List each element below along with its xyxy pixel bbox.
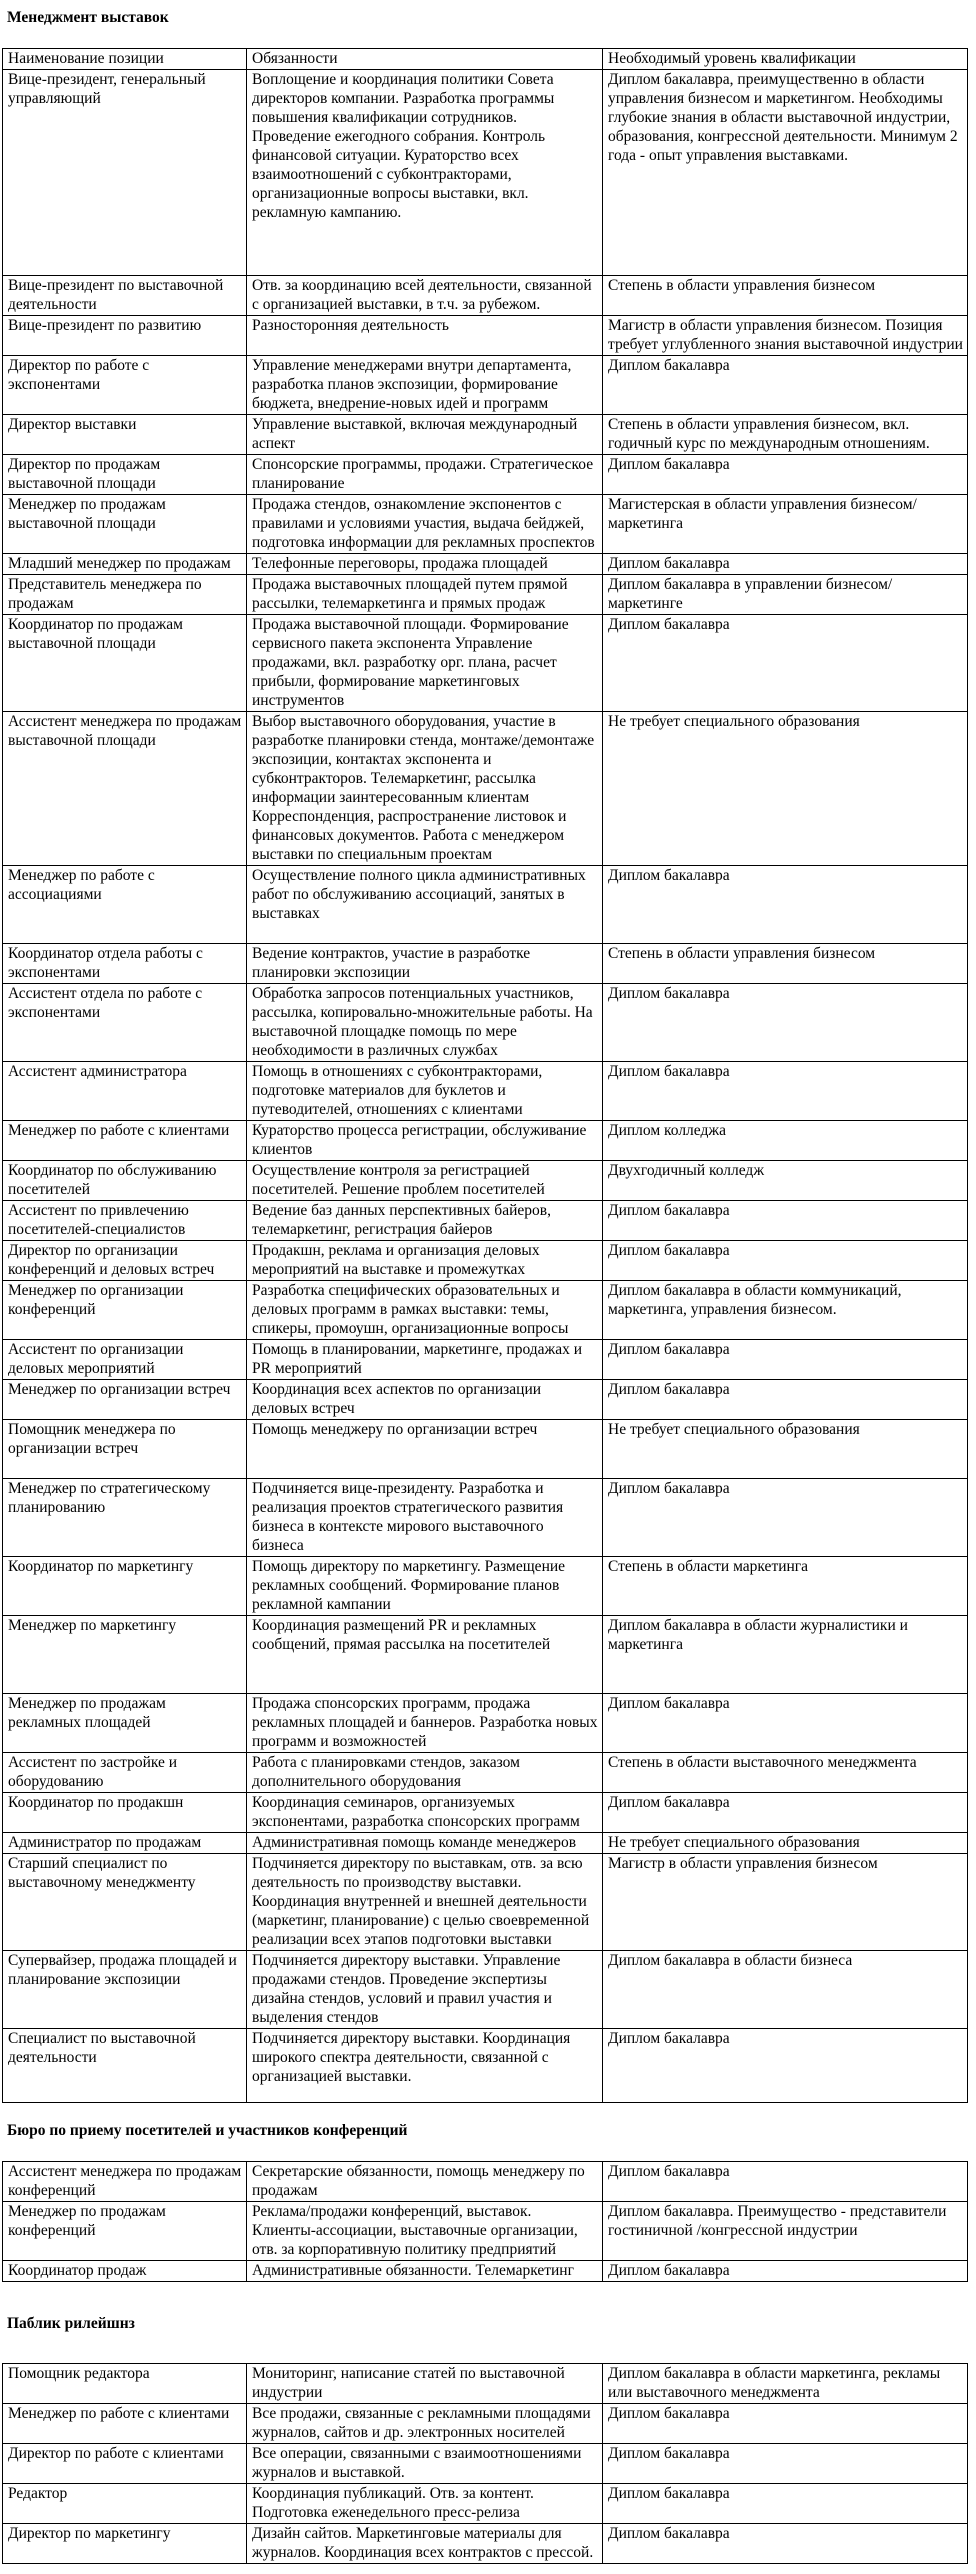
qualification-cell: Диплом бакалавра в управлении бизнесом/маркетинге — [603, 575, 968, 615]
positions-table-public-relations — [2, 2363, 968, 2564]
duties-cell: Все операции, связанными с взаимоотношениями журналов и выставкой. — [247, 2444, 603, 2484]
table-row — [3, 1951, 968, 2029]
qualification-cell: Диплом бакалавра — [603, 2404, 968, 2444]
duties-cell: Координация всех аспектов по организации деловых встреч — [247, 1380, 603, 1420]
position-cell: Старший специалист по выставочному менеджменту — [3, 1854, 247, 1951]
duties-cell: Координация публикаций. Отв. за контент. Подготовка еженедельного пресс-релиза — [247, 2484, 603, 2524]
section-title-exhibition-management: Менеджмент выставок — [7, 9, 169, 26]
table-row — [3, 2202, 968, 2261]
qualification-cell: Диплом бакалавра — [603, 2162, 968, 2202]
table-row — [3, 1281, 968, 1340]
duties-cell: Подчиняется директору по выставкам, отв. за всю деятельность по производству выставки. Координация внутренней и внешней деятельности (маркетинг, планирование) с целью своевременной реализации всех этапов подготовки выставки — [247, 1854, 603, 1951]
table-row — [3, 70, 968, 276]
qualification-cell: Степень в области управления бизнесом, вкл. годичный курс по международным отношениям. — [603, 415, 968, 455]
duties-cell: Осуществление полного цикла административных работ по обслуживанию ассоциаций, занятых в выставках — [247, 866, 603, 944]
table-row — [3, 1161, 968, 1201]
duties-cell: Подчиняется директору выставки. Управление продажами стендов. Проведение экспертизы дизайна стендов, условий и правил участия и выделения стендов — [247, 1951, 603, 2029]
duties-cell: Помощь в планировании, маркетинге, продажах и PR мероприятий — [247, 1340, 603, 1380]
table-row — [3, 712, 968, 866]
position-cell: Вице-президент по выставочной деятельности — [3, 276, 247, 316]
duties-cell: Продажа выставочной площади. Формирование сервисного пакета экспонента Управление продажами, вкл. разработку орг. плана, расчет прибыли, формирование маркетинговых инструментов — [247, 615, 603, 712]
position-cell: Директор выставки — [3, 415, 247, 455]
table-row — [3, 415, 968, 455]
section-visitor-bureau — [2, 2121, 976, 2282]
table-row — [3, 2364, 968, 2404]
qualification-cell: Диплом бакалавра — [603, 1340, 968, 1380]
duties-cell: Разносторонняя деятельность — [247, 316, 603, 356]
table-row — [3, 1753, 968, 1793]
table-row — [3, 276, 968, 316]
position-cell: Директор по работе с клиентами — [3, 2444, 247, 2484]
position-cell: Помощник редактора — [3, 2364, 247, 2404]
table-row — [3, 1062, 968, 1121]
qualification-cell: Диплом бакалавра. Преимущество - представители гостиничной /конгрессной индустрии — [603, 2202, 968, 2261]
position-cell: Ассистент администратора — [3, 1062, 247, 1121]
duties-cell: Мониторинг, написание статей по выставочной индустрии — [247, 2364, 603, 2404]
qualification-cell: Степень в области управления бизнесом — [603, 944, 968, 984]
table-row — [3, 1793, 968, 1833]
qualification-cell: Диплом бакалавра в области маркетинга, рекламы или выставочного менеджмента — [603, 2364, 968, 2404]
table-row — [3, 2404, 968, 2444]
position-cell: Администратор по продажам — [3, 1833, 247, 1854]
table-row — [3, 2484, 968, 2524]
qualification-cell: Не требует специального образования — [603, 1833, 968, 1854]
duties-cell: Продажа спонсорских программ, продажа рекламных площадей и баннеров. Разработка новых программ и возможностей — [247, 1694, 603, 1753]
duties-cell: Обработка запросов потенциальных участников, рассылка, копировально-множительные работы. На выставочной площадке помощь по мере необходимости в различных службах — [247, 984, 603, 1062]
duties-cell: Разработка специфических образовательных и деловых программ в рамках выставки: темы, спикеры, промоушн, организационные вопросы — [247, 1281, 603, 1340]
duties-cell: Дизайн сайтов. Маркетинговые материалы для журналов. Координация всех контрактов с прессой. — [247, 2524, 603, 2564]
duties-cell: Помощь менеджеру по организации встреч — [247, 1420, 603, 1479]
position-cell: Директор по работе с экспонентами — [3, 356, 247, 415]
position-cell: Младший менеджер по продажам — [3, 554, 247, 575]
section-exhibition-management — [2, 8, 976, 2103]
table-row — [3, 1616, 968, 1694]
position-cell: Менеджер по маркетингу — [3, 1616, 247, 1694]
qualification-cell: Диплом бакалавра — [603, 1062, 968, 1121]
duties-cell: Все продажи, связанные с рекламными площадями журналов, сайтов и др. электронных носителей — [247, 2404, 603, 2444]
table-row — [3, 316, 968, 356]
position-cell: Ассистент отдела по работе с экспонентами — [3, 984, 247, 1062]
position-cell: Менеджер по продажам рекламных площадей — [3, 1694, 247, 1753]
duties-cell: Управление выставкой, включая международный аспект — [247, 415, 603, 455]
table-row — [3, 1201, 968, 1241]
qualification-cell: Диплом бакалавра — [603, 2524, 968, 2564]
duties-cell: Воплощение и координация политики Совета директоров компании. Разработка программы повышения квалификации сотрудников. Проведение ежегодного собрания. Контроль финансовой ситуации. Кураторство всех взаимоотношений с субконтракторами, организационные вопросы выставки, вкл. рекламную кампанию. — [247, 70, 603, 276]
qualification-cell: Не требует специального образования — [603, 1420, 968, 1479]
qualification-cell: Диплом бакалавра в области коммуникаций, маркетинга, управления бизнесом. — [603, 1281, 968, 1340]
position-cell: Супервайзер, продажа площадей и планирование экспозиции — [3, 1951, 247, 2029]
position-cell: Ассистент менеджера по продажам конференций — [3, 2162, 247, 2202]
position-cell: Помощник менеджера по организации встреч — [3, 1420, 247, 1479]
position-cell: Представитель менеджера по продажам — [3, 575, 247, 615]
duties-cell: Координация семинаров, организуемых экспонентами, разработка спонсорских программ — [247, 1793, 603, 1833]
qualification-cell: Диплом бакалавра — [603, 2444, 968, 2484]
duties-cell: Координация размещений PR и рекламных сообщений, прямая рассылка на посетителей — [247, 1616, 603, 1694]
table-row — [3, 1380, 968, 1420]
qualification-cell: Диплом бакалавра — [603, 866, 968, 944]
table-row — [3, 1241, 968, 1281]
table-row — [3, 2261, 968, 2282]
qualification-cell: Диплом бакалавра — [603, 1694, 968, 1753]
qualification-cell: Диплом бакалавра — [603, 1201, 968, 1241]
position-cell: Менеджер по стратегическому планированию — [3, 1479, 247, 1557]
qualification-cell: Магистр в области управления бизнесом. Позиция требует углубленного знания выставочной индустрии — [603, 316, 968, 356]
qualification-cell: Диплом бакалавра — [603, 356, 968, 415]
qualification-cell: Диплом бакалавра — [603, 984, 968, 1062]
table-row — [3, 2444, 968, 2484]
table-row — [3, 1479, 968, 1557]
qualification-cell: Диплом бакалавра в области бизнеса — [603, 1951, 968, 2029]
table-row — [3, 455, 968, 495]
table-row — [3, 495, 968, 554]
qualification-cell: Диплом бакалавра — [603, 1479, 968, 1557]
position-cell: Менеджер по организации встреч — [3, 1380, 247, 1420]
column-header-qualification: Необходимый уровень квалификации — [603, 49, 968, 70]
table-row — [3, 984, 968, 1062]
position-cell: Ассистент менеджера по продажам выставочной площади — [3, 712, 247, 866]
table-row — [3, 1694, 968, 1753]
qualification-cell: Степень в области маркетинга — [603, 1557, 968, 1616]
table-row — [3, 1340, 968, 1380]
duties-cell: Помощь директору по маркетингу. Размещение рекламных сообщений. Формирование планов рекламной кампании — [247, 1557, 603, 1616]
duties-cell: Подчиняется вице-президенту. Разработка и реализация проектов стратегического развития бизнеса в контексте мирового выставочного бизнеса — [247, 1479, 603, 1557]
section-title-public-relations: Паблик рилейшнз — [7, 2315, 135, 2332]
duties-cell: Телефонные переговоры, продажа площадей — [247, 554, 603, 575]
position-cell: Ассистент по привлечению посетителей-специалистов — [3, 1201, 247, 1241]
qualification-cell: Диплом бакалавра — [603, 455, 968, 495]
qualification-cell: Диплом бакалавра — [603, 1241, 968, 1281]
qualification-cell: Диплом бакалавра — [603, 554, 968, 575]
position-cell: Ассистент по организации деловых мероприятий — [3, 1340, 247, 1380]
section-title-visitor-bureau: Бюро по приему посетителей и участников конференций — [7, 2122, 408, 2139]
qualification-cell: Диплом бакалавра — [603, 1793, 968, 1833]
qualification-cell: Диплом бакалавра, преимущественно в области управления бизнесом и маркетингом. Необходимы глубокие знания в области выставочной индустрии, образования, конгрессной деятельности. Минимум 2 года - опыт управления выставками. — [603, 70, 968, 276]
position-cell: Вице-президент, генеральный управляющий — [3, 70, 247, 276]
duties-cell: Работа с планировками стендов, заказом дополнительного оборудования — [247, 1753, 603, 1793]
qualification-cell: Диплом бакалавра в области журналистики и маркетинга — [603, 1616, 968, 1694]
position-cell: Менеджер по работе с клиентами — [3, 1121, 247, 1161]
position-cell: Координатор по обслуживанию посетителей — [3, 1161, 247, 1201]
table-row — [3, 1854, 968, 1951]
table-row — [3, 554, 968, 575]
qualification-cell: Диплом бакалавра — [603, 2484, 968, 2524]
position-cell: Координатор продаж — [3, 2261, 247, 2282]
position-cell: Координатор по продажам выставочной площади — [3, 615, 247, 712]
position-cell: Координатор отдела работы с экспонентами — [3, 944, 247, 984]
qualification-cell: Магистр в области управления бизнесом — [603, 1854, 968, 1951]
position-cell: Директор по продажам выставочной площади — [3, 455, 247, 495]
position-cell: Менеджер по работе с клиентами — [3, 2404, 247, 2444]
qualification-cell: Степень в области выставочного менеджмента — [603, 1753, 968, 1793]
position-cell: Директор по организации конференций и деловых встреч — [3, 1241, 247, 1281]
position-cell: Ассистент по застройке и оборудованию — [3, 1753, 247, 1793]
qualification-cell: Не требует специального образования — [603, 712, 968, 866]
duties-cell: Управление менеджерами внутри департамента, разработка планов экспозиции, формирование бюджета, внедрение-новых идей и программ — [247, 356, 603, 415]
position-cell: Менеджер по продажам конференций — [3, 2202, 247, 2261]
qualification-cell: Диплом колледжа — [603, 1121, 968, 1161]
duties-cell: Отв. за координацию всей деятельности, связанной с организацией выставки, в т.ч. за рубежом. — [247, 276, 603, 316]
table-row — [3, 1833, 968, 1854]
table-row — [3, 1121, 968, 1161]
column-header-position: Наименование позиции — [3, 49, 247, 70]
duties-cell: Административная помощь команде менеджеров — [247, 1833, 603, 1854]
qualification-cell: Степень в области управления бизнесом — [603, 276, 968, 316]
duties-cell: Помощь в отношениях с субконтракторами, подготовке материалов для буклетов и путеводителей, отношениях с клиентами — [247, 1062, 603, 1121]
duties-cell: Реклама/продажи конференций, выставок. Клиенты-ассоциации, выставочные организации, отв. за корпоративную политику предприятий — [247, 2202, 603, 2261]
table-row — [3, 2162, 968, 2202]
section-public-relations — [2, 2314, 976, 2564]
duties-cell: Выбор выставочного оборудования, участие в разработке планировки стенда, монтаже/демонтаже экспозиции, контактах экспонента и субконтракторов. Телемаркетинг, рассылка информации заинтересованным клиентам Корреспонденция, распространение листовок и финансовых документов. Работа с менеджером выставки по специальным проектам — [247, 712, 603, 866]
position-cell: Специалист по выставочной деятельности — [3, 2029, 247, 2103]
duties-cell: Ведение баз данных перспективных байеров, телемаркетинг, регистрация байеров — [247, 1201, 603, 1241]
qualification-cell: Диплом бакалавра — [603, 2261, 968, 2282]
position-cell: Менеджер по продажам выставочной площади — [3, 495, 247, 554]
duties-cell: Спонсорские программы, продажи. Стратегическое планирование — [247, 455, 603, 495]
qualification-cell: Диплом бакалавра — [603, 1380, 968, 1420]
position-cell: Редактор — [3, 2484, 247, 2524]
position-cell: Менеджер по работе с ассоциациями — [3, 866, 247, 944]
positions-table-exhibition-management — [2, 48, 968, 2103]
duties-cell: Секретарские обязанности, помощь менеджеру по продажам — [247, 2162, 603, 2202]
table-row — [3, 2524, 968, 2564]
table-row — [3, 944, 968, 984]
position-cell: Координатор по маркетингу — [3, 1557, 247, 1616]
position-cell: Менеджер по организации конференций — [3, 1281, 247, 1340]
duties-cell: Ведение контрактов, участие в разработке планировки экспозиции — [247, 944, 603, 984]
table-row — [3, 2029, 968, 2103]
duties-cell: Осуществление контроля за регистрацией посетителей. Решение проблем посетителей — [247, 1161, 603, 1201]
position-cell: Координатор по продакшн — [3, 1793, 247, 1833]
table-row — [3, 1557, 968, 1616]
position-cell: Директор по маркетингу — [3, 2524, 247, 2564]
table-row — [3, 866, 968, 944]
qualification-cell: Диплом бакалавра — [603, 2029, 968, 2103]
duties-cell: Административные обязанности. Телемаркетинг — [247, 2261, 603, 2282]
table-row — [3, 575, 968, 615]
column-header-duties: Обязанности — [247, 49, 603, 70]
positions-table-visitor-bureau — [2, 2161, 968, 2282]
position-cell: Вице-президент по развитию — [3, 316, 247, 356]
table-row — [3, 356, 968, 415]
qualification-cell: Диплом бакалавра — [603, 615, 968, 712]
qualification-cell: Магистерская в области управления бизнесом/маркетинга — [603, 495, 968, 554]
duties-cell: Продажа стендов, ознакомление экспонентов с правилами и условиями участия, выдача бейджей, подготовка информации для рекламных проспектов — [247, 495, 603, 554]
duties-cell: Продакшн, реклама и организация деловых мероприятий на выставке и промежутках — [247, 1241, 603, 1281]
table-header-row — [3, 49, 968, 70]
duties-cell: Подчиняется директору выставки. Координация широкого спектра деятельности, связанной с организацией выставки. — [247, 2029, 603, 2103]
duties-cell: Кураторство процесса регистрации, обслуживание клиентов — [247, 1121, 603, 1161]
qualification-cell: Двухгодичный колледж — [603, 1161, 968, 1201]
table-row — [3, 615, 968, 712]
duties-cell: Продажа выставочных площадей путем прямой рассылки, телемаркетинга и прямых продаж — [247, 575, 603, 615]
table-row — [3, 1420, 968, 1479]
